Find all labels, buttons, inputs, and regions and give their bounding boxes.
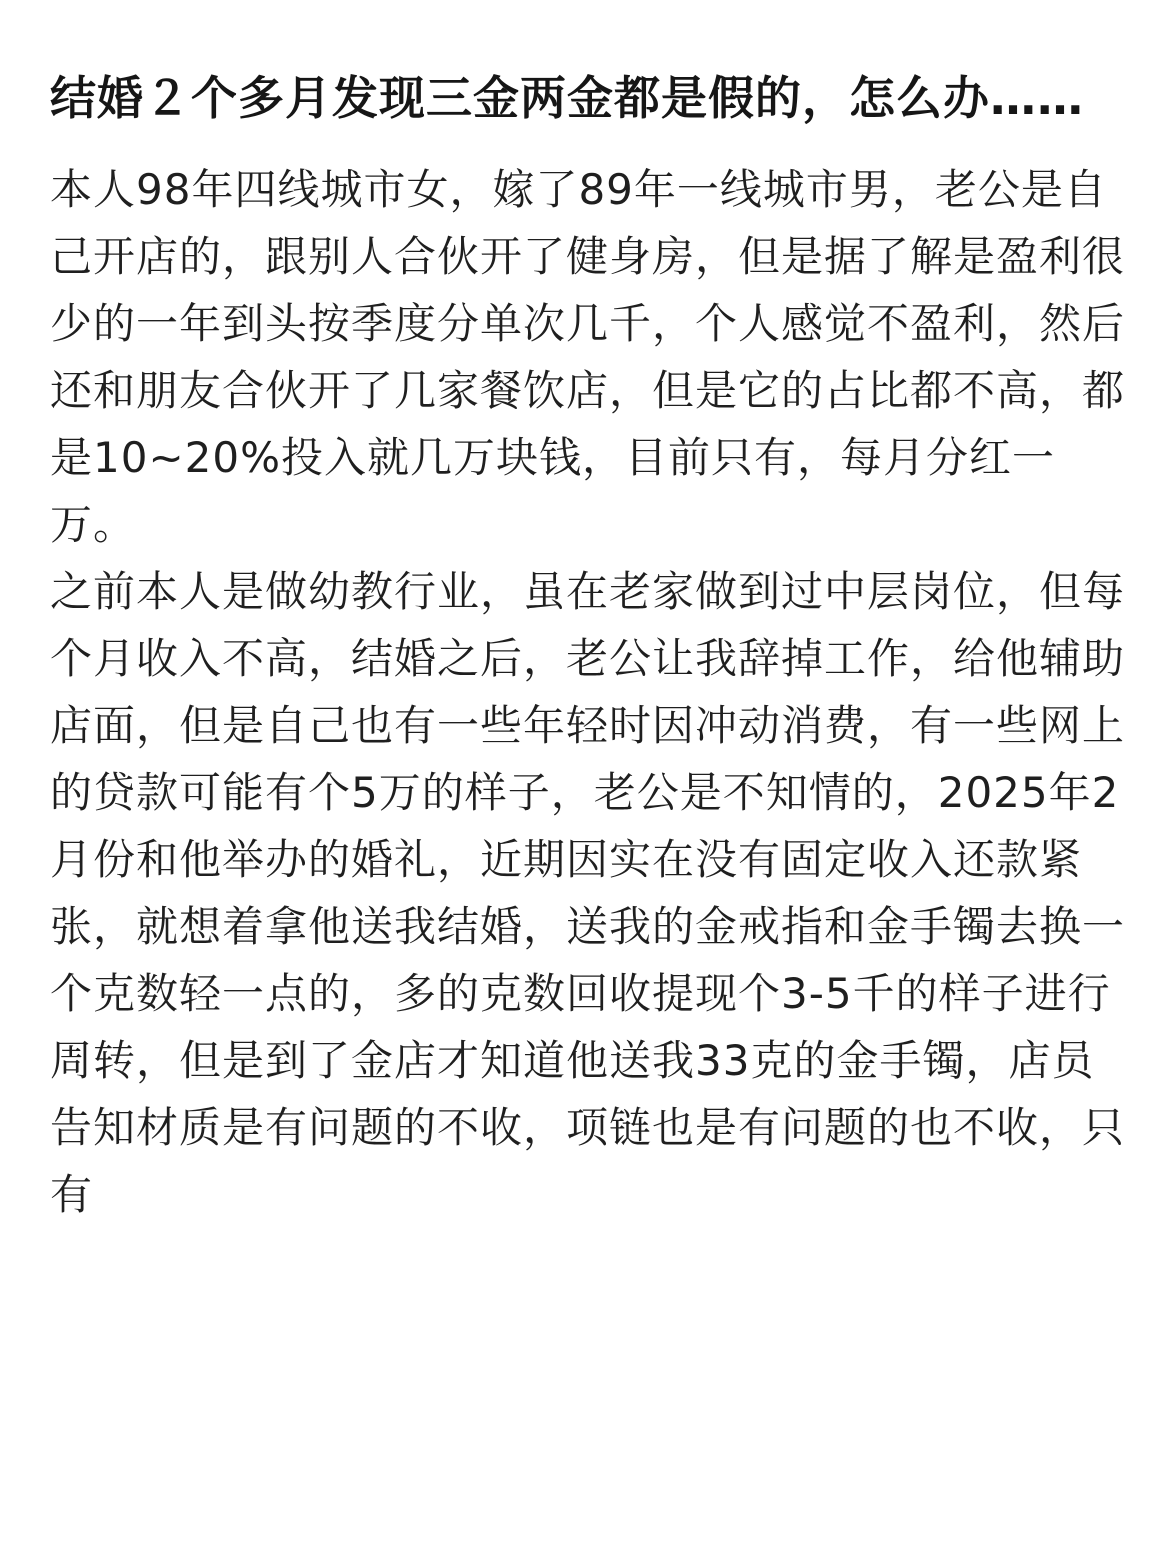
post-paragraph-1: 本人98年四线城市女，嫁了89年一线城市男，老公是自己开店的，跟别人合伙开了健身房，但是据了解是盈利很少的一年到头按季度分单次几千，个人感觉不盈利，然后还和朋友合伙开了几家餐饮店，但是它的占比都不高，都是10~20%投入就几万块钱，目前只有，每月分红一万。 (50, 165, 1126, 549)
post-body (50, 156, 1130, 1228)
post (50, 56, 1130, 1228)
post-title: 结婚２个多月发现三金两金都是假的，怎么办…… (50, 71, 1084, 125)
post-paragraph-2: 之前本人是做幼教行业，虽在老家做到过中层岗位，但每个月收入不高，结婚之后，老公让我辞掉工作，给他辅助店面，但是自己也有一些年轻时因冲动消费，有一些网上的贷款可能有个5万的样子，老公是不知情的，2025年2月份和他举办的婚礼，近期因实在没有固定收入还款紧张，就想着拿他送我结婚，送我的金戒指和金手镯去换一个克数轻一点的，多的克数回收提现个3-5千的样子进行周转，但是到了金店才知道他送我33克的金手镯，店员告知材质是有问题的不收，项链也是有问题的也不收，只有 (50, 567, 1126, 1219)
bottom-fade (0, 1522, 1170, 1562)
